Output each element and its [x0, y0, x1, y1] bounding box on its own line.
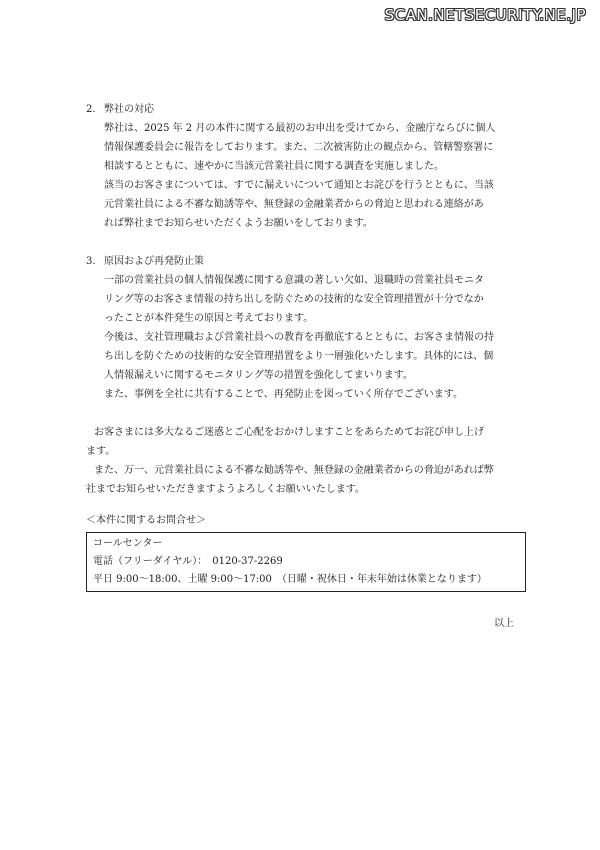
contact-heading: ＜本件に関するお問合せ＞: [86, 515, 206, 526]
text-line: お客さまには多大なるご迷惑とご心配をおかけしますことをあらためてお詫び申し上げ: [94, 427, 484, 438]
section-cause-prevention: [86, 252, 526, 404]
section-title: 原因および再発防止策: [104, 256, 204, 267]
section-title: 弊社の対応: [104, 104, 154, 115]
contact-hours: 平日 9:00～18:00、土曜 9:00～17:00 （日曜・祝休日・年末年始は休業となります）: [93, 574, 487, 585]
document-body: [86, 100, 526, 592]
contact-center-name: コールセンター: [93, 538, 163, 549]
section-number: 3.: [86, 256, 96, 267]
contact-box: [86, 532, 526, 592]
text-line: 相談するとともに、速やかに当該元営業社員に関する調査を実施しました。: [104, 161, 444, 172]
text-line: ったことが本件発生の原因と考えております。: [104, 313, 314, 324]
section-text: [86, 119, 526, 233]
closing-remarks: [86, 423, 526, 499]
section-heading: [86, 100, 526, 119]
text-line: 今後は、支社管理職および営業社員への教育を再徹底するとともに、お客さま情報の持: [104, 332, 494, 343]
text-line: 弊社は、2025 年 2 月の本件に関する最初のお申出を受けてから、金融庁ならびに個人: [104, 123, 496, 134]
text-line: リング等のお客さま情報の持ち出しを防ぐための技術的な安全管理措置が十分でなか: [104, 294, 484, 305]
text-line: 社までお知らせいただきますようよろしくお願いいたします。: [86, 484, 365, 495]
section-number: 2.: [86, 104, 96, 115]
text-line: また、事例を全社に共有することで、再発防止を図っていく所存でございます。: [104, 389, 463, 400]
text-line: ます。: [86, 446, 116, 457]
text-line: 人情報漏えいに関するモニタリング等の措置を強化してまいります。: [104, 370, 413, 381]
contact-phone: 電話（フリーダイヤル）： 0120-37-2269: [93, 556, 283, 567]
text-line: 該当のお客さまについては、すでに漏えいについて通知とお詫びを行うとともに、当該: [104, 180, 494, 191]
section-text: [86, 271, 526, 404]
text-line: また、万一、元営業社員による不審な勧誘等や、無登録の金融業者からの脅迫があれば弊: [94, 465, 494, 476]
text-line: 情報保護委員会に報告をしております。また、二次被害防止の観点から、管轄警察署に: [104, 142, 494, 153]
section-response: [86, 100, 526, 233]
section-heading: [86, 252, 526, 271]
text-line: 一部の営業社員の個人情報保護に関する意識の著しい欠如、退職時の営業社員モニタ: [104, 275, 484, 286]
text-line: ち出しを防ぐための技術的な安全管理措置をより一層強化いたします。具体的には、個: [104, 351, 494, 362]
text-line: れば弊社までお知らせいただくようお願いをしております。: [104, 218, 373, 229]
text-line: 元営業社員による不審な勧誘等や、無登録の金融業者からの脅迫と思われる連絡があ: [104, 199, 484, 210]
end-mark: 以上: [494, 618, 514, 629]
watermark: SCAN.NETSECURITY.NE.JP: [384, 6, 586, 24]
